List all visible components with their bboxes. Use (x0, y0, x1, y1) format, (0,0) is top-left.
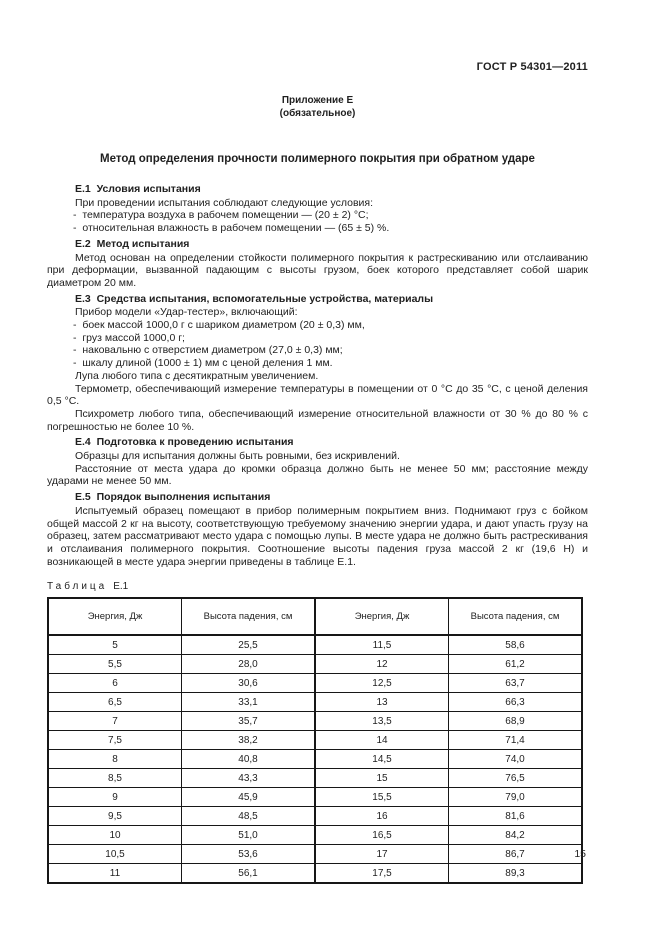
paragraph: Испытуемый образец помещают в прибор полимерным покрытием вниз. Поднимают груз с бойком общей массой 2 кг на высоту, соответствующую требуемому значению энергии удара, и дают упасть грузу на образец, затем рассматривают место удара с помощью лупы. В месте удара не должно быть растрескивания и отслаивания полимерного покрытия. Соотношение высоты падения груза массой 2 кг (19,6 Н) и возникающей в месте удара энергии приведены в таблице Е.1. (47, 504, 588, 568)
table-cell: 30,6 (182, 674, 316, 693)
section-heading: Е.1 Условия испытания (75, 183, 201, 195)
table-cell: 13,5 (315, 712, 449, 731)
table-cell: 53,6 (182, 845, 316, 864)
table-cell: 74,0 (449, 750, 583, 769)
table-cell: 12 (315, 655, 449, 674)
table-cell: 8,5 (48, 769, 182, 788)
table-header (48, 598, 582, 635)
table-cell: 11,5 (315, 635, 449, 655)
paragraph: Лупа любого типа с десятикратным увеличением. (75, 369, 319, 382)
paragraph: Прибор модели «Удар-тестер», включающий: (75, 306, 298, 319)
paragraph: Метод основан на определении стойкости полимерного покрытия к растрескиванию или отслаиванию при деформации, вызванной падающим с высоты грузом, боек которого представляет собой шарик диаметром 20 мм. (47, 251, 588, 289)
table-cell: 71,4 (449, 731, 583, 750)
section-heading: Е.4 Подготовка к проведению испытания (75, 436, 294, 449)
table-cell: 7 (48, 712, 182, 731)
document-title: Метод определения прочности полимерного покрытия при обратном ударе (100, 153, 535, 165)
table-cell: 45,9 (182, 788, 316, 807)
table-cell: 11 (48, 864, 182, 884)
table-header-cell-energy-1: Энергия, Дж (48, 598, 182, 635)
table-cell: 56,1 (182, 864, 316, 884)
table-row (48, 635, 582, 655)
table-cell: 6 (48, 674, 182, 693)
table-caption-label: Таблица (47, 581, 108, 593)
section-heading: Е.2 Метод испытания (75, 237, 190, 250)
table-row (48, 712, 582, 731)
table-cell: 8 (48, 750, 182, 769)
table-cell: 76,5 (449, 769, 583, 788)
table-row (48, 674, 582, 693)
appendix-label: Приложение Е (281, 95, 354, 106)
standard-reference: ГОСТ Р 54301—2011 (476, 61, 588, 73)
appendix-heading (47, 94, 588, 120)
paragraph: Психрометр любого типа, обеспечивающий измерение относительной влажности от 30 % до 80 % с погрешностью не более 10 %. (47, 407, 588, 433)
table-cell: 51,0 (182, 826, 316, 845)
list-item: - груз массой 1000,0 г; (73, 331, 185, 344)
list-item: - боек массой 1000,0 г с шариком диаметром (20 ± 0,3) мм, (73, 319, 365, 332)
table-row (48, 864, 582, 884)
table-cell: 86,7 (449, 845, 583, 864)
table-cell: 9,5 (48, 807, 182, 826)
table-cell: 68,9 (449, 712, 583, 731)
table-cell: 33,1 (182, 693, 316, 712)
list-item: - наковальню с отверстием диаметром (27,0 ± 0,3) мм; (73, 344, 343, 357)
table-header-row (48, 598, 582, 635)
table-cell: 43,3 (182, 769, 316, 788)
table-cell: 38,2 (182, 731, 316, 750)
table-cell: 17,5 (315, 864, 449, 884)
table-cell: 79,0 (449, 788, 583, 807)
paragraph: При проведении испытания соблюдают следующие условия: (75, 196, 374, 209)
table-row (48, 750, 582, 769)
table-cell: 10,5 (48, 845, 182, 864)
section-heading: Е.3 Средства испытания, вспомогательные устройства, материалы (75, 292, 434, 305)
list-item: - шкалу длиной (1000 ± 1) мм с ценой деления 1 мм. (73, 357, 333, 370)
table-cell: 12,5 (315, 674, 449, 693)
table-cell: 35,7 (182, 712, 316, 731)
table-row (48, 731, 582, 750)
table-cell: 61,2 (449, 655, 583, 674)
table-cell: 6,5 (48, 693, 182, 712)
table-cell: 13 (315, 693, 449, 712)
table-cell: 15,5 (315, 788, 449, 807)
paragraph: Расстояние от места удара до кромки образца должно быть не менее 50 мм; расстояние между ударами не менее 50 мм. (47, 462, 588, 488)
list-item: - температура воздуха в рабочем помещении — (20 ± 2) °С; (73, 209, 369, 222)
table-cell: 25,5 (182, 635, 316, 655)
table-cell: 63,7 (449, 674, 583, 693)
table-row (48, 788, 582, 807)
table-cell: 16,5 (315, 826, 449, 845)
document-body (47, 183, 588, 568)
table-row (48, 655, 582, 674)
table-cell: 14,5 (315, 750, 449, 769)
table-caption (47, 581, 588, 592)
table-cell: 40,8 (182, 750, 316, 769)
table-header-cell-energy-2: Энергия, Дж (315, 598, 449, 635)
table-row (48, 807, 582, 826)
table-cell: 15 (315, 769, 449, 788)
table-cell: 81,6 (449, 807, 583, 826)
table-row (48, 769, 582, 788)
table-cell: 5,5 (48, 655, 182, 674)
table-header-cell-height-1: Высота падения, см (182, 598, 316, 635)
table-row (48, 845, 582, 864)
appendix-qualifier: (обязательное) (279, 108, 356, 119)
table-cell: 9 (48, 788, 182, 807)
table-row (48, 826, 582, 845)
table-cell: 58,6 (449, 635, 583, 655)
table-body (48, 635, 582, 883)
table-header-cell-height-2: Высота падения, см (449, 598, 583, 635)
table-cell: 48,5 (182, 807, 316, 826)
paragraph: Термометр, обеспечивающий измерение температуры в помещении от 0 °С до 35 °С, с ценой деления 0,5 °С. (47, 382, 588, 408)
table-cell: 84,2 (449, 826, 583, 845)
table-row (48, 693, 582, 712)
table-cell: 16 (315, 807, 449, 826)
section-heading: Е.5 Порядок выполнения испытания (75, 491, 271, 504)
energy-height-table (47, 597, 583, 884)
content-area (47, 0, 588, 884)
paragraph: Образцы для испытания должны быть ровными, без искривлений. (75, 450, 400, 463)
table-cell: 10 (48, 826, 182, 845)
table-cell: 7,5 (48, 731, 182, 750)
table-cell: 28,0 (182, 655, 316, 674)
table-caption-number: Е.1 (113, 581, 129, 593)
table-cell: 89,3 (449, 864, 583, 884)
page-number: 15 (574, 848, 586, 860)
table-cell: 66,3 (449, 693, 583, 712)
table-cell: 5 (48, 635, 182, 655)
list-item: - относительная влажность в рабочем помещении — (65 ± 5) %. (73, 222, 390, 235)
table-cell: 14 (315, 731, 449, 750)
table-cell: 17 (315, 845, 449, 864)
